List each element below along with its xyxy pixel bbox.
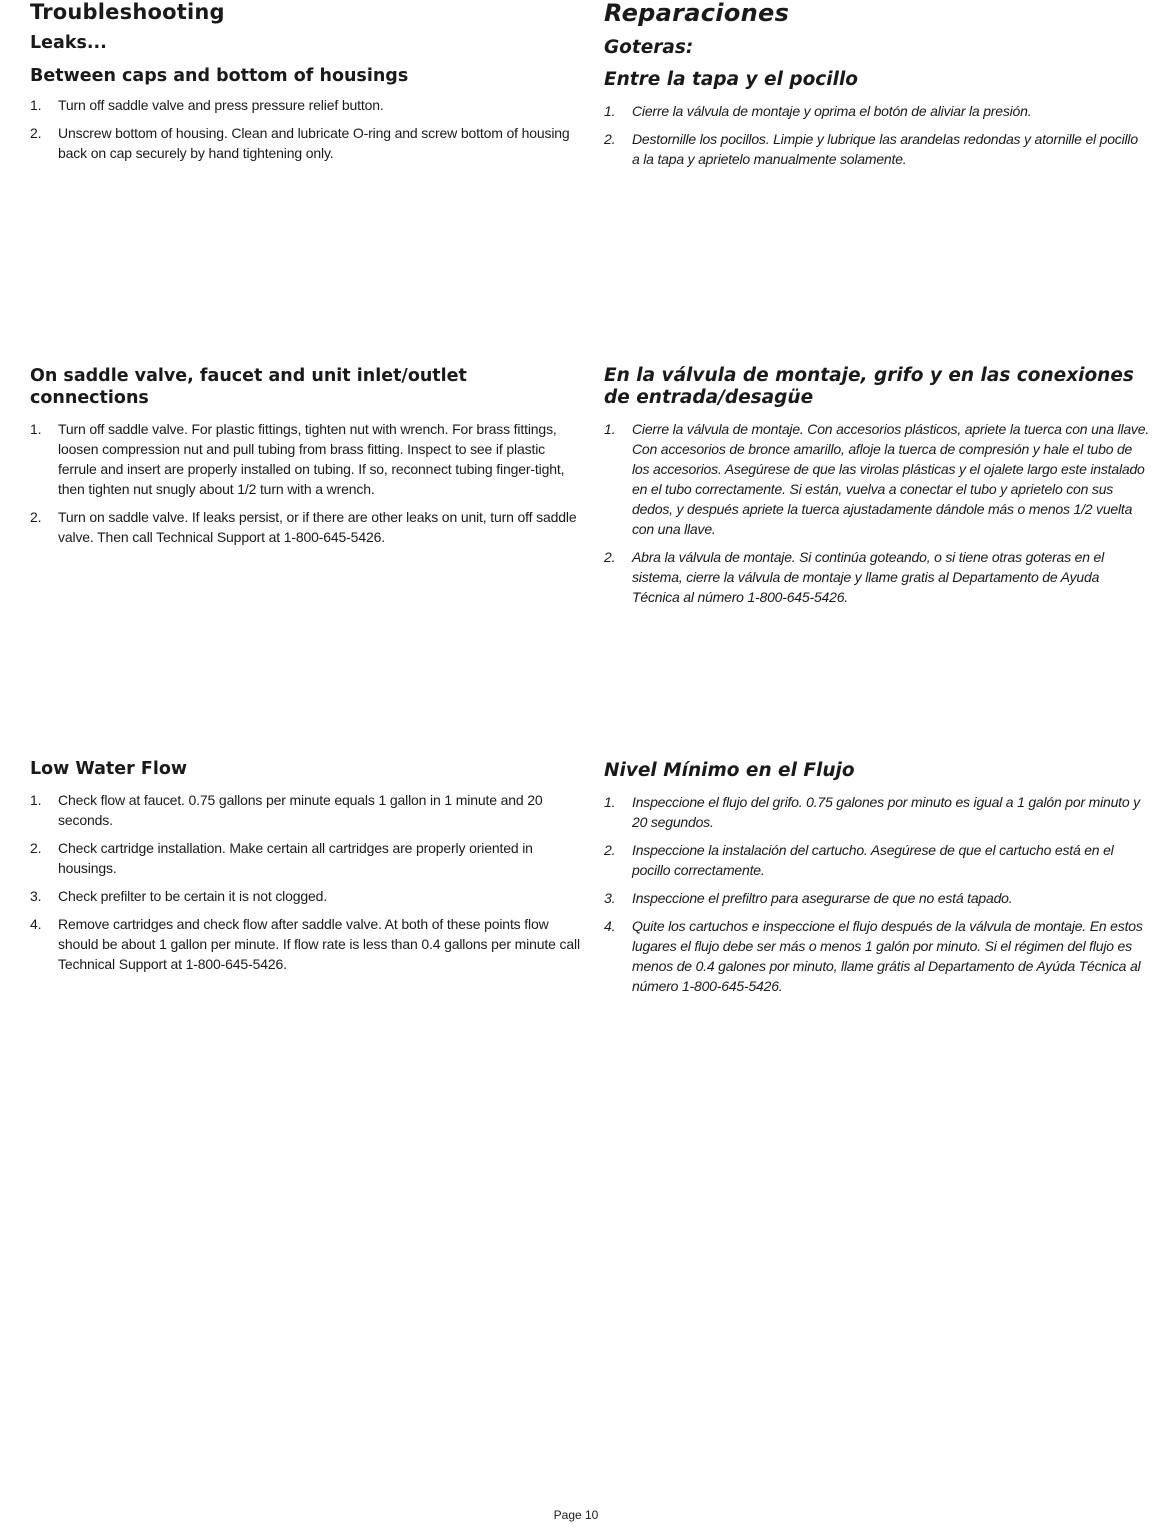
list-item: 3. Inspeccione el prefiltro para asegurarse de que no está tapado. [604,890,1013,906]
page-title-english: Troubleshooting [30,0,225,24]
list-item: 1. Check flow at faucet. 0.75 gallons per minute equals 1 gallon in 1 minute and 20 seconds. [30,792,543,828]
list-item: 1. Cierre la válvula de montaje y oprima el botón de aliviar la presión. [604,103,1032,119]
flow-heading-spanish: Nivel Mínimo en el Flujo [604,760,855,781]
list-item: 1. Cierre la válvula de montaje. Con accesorios plásticos, apriete la tuerca con una llave. Con accesorios de bronce amarillo, afloje la tuerca de compresión y hale el tubo de los accesorios. Asegúrese de que las virolas plásticas y el ojalete largo este instalado en el tubo correctamente. Si están, vuelva a conectar el tubo y aprietelo con sus dedos, y después apriete la tuerca ajustadamente dándole más o menos 1/2 vuelta con una llave. [604,421,1150,537]
leaks-heading-english: Leaks... [30,33,107,53]
list-item: 1. Turn off saddle valve and press pressure relief button. [30,97,384,113]
english-saddle-section [30,365,580,555]
list-item: 4. Quite los cartuchos e inspeccione el flujo después de la válvula de montaje. En estos lugares el flujo debe ser más o menos 1 galón por minuto. Si el régimen del flujo es menos de 0.4 galones por minuto, llame grátis al Departamento de Ayúda Técnica al número 1-800-645-5426. [604,918,1143,994]
spanish-saddle-section [604,365,1149,615]
saddle-steps-spanish [604,419,1149,607]
list-item: 2. Inspeccione la instalación del cartucho. Asegúrese de que el cartucho está en el pocillo correctamente. [604,842,1114,878]
list-item: 1. Turn off saddle valve. For plastic fittings, tighten nut with wrench. For brass fittings, loosen compression nut and pull tubing from brass fitting. Inspect to see if plastic ferrule and insert are properly installed on tubing. If so, reconnect tubing finger-tight, then tighten nut snugly about 1/2 turn with a wrench. [30,421,565,497]
spanish-caps-section [604,0,1149,177]
saddle-steps-english [30,419,580,547]
leaks-heading-spanish: Goteras: [604,37,694,58]
english-flow-section [30,758,580,982]
list-item: 4. Remove cartridges and check flow after saddle valve. At both of these points flow should be about 1 gallon per minute. If flow rate is less than 0.4 gallons per minute call Technical Support at 1-800-645-5426. [30,916,580,972]
list-item: 2. Abra la válvula de montaje. Si continúa goteando, o si tiene otras goteras en el sistema, cierre la válvula de montaje y llame gratis al Departamento de Ayuda Técnica al número 1-800-645-5426. [604,549,1104,605]
saddle-heading-spanish: En la válvula de montaje, grifo y en las conexiones de entrada/desagüe [604,365,1134,408]
list-item: 2. Unscrew bottom of housing. Clean and lubricate O-ring and screw bottom of housing back on cap securely by hand tightening only. [30,125,570,161]
flow-steps-spanish [604,792,1149,996]
flow-steps-english [30,790,580,974]
caps-steps-english [30,95,580,163]
list-item: 1. Inspeccione el flujo del grifo. 0.75 galones por minuto es igual a 1 galón por minuto y 20 segundos. [604,794,1140,830]
caps-heading-english: Between caps and bottom of housings [30,66,409,86]
list-item: 2. Turn on saddle valve. If leaks persist, or if there are other leaks on unit, turn off saddle valve. Then call Technical Support at 1-800-645-5426. [30,509,577,545]
list-item: 2. Destornille los pocillos. Limpie y lubrique las arandelas redondas y atornille el pocillo a la tapa y aprietelo manualmente solamente. [604,131,1138,167]
page-number: Page 10 [553,1508,599,1522]
caps-steps-spanish [604,101,1149,169]
page-title-spanish: Reparaciones [604,0,790,27]
caps-heading-spanish: Entre la tapa y el pocillo [604,69,859,90]
list-item: 3. Check prefilter to be certain it is not clogged. [30,888,328,904]
english-caps-section [30,0,580,171]
saddle-heading-english: On saddle valve, faucet and unit inlet/outlet connections [30,366,467,408]
flow-heading-english: Low Water Flow [30,759,188,779]
list-item: 2. Check cartridge installation. Make certain all cartridges are properly oriented in housings. [30,840,533,876]
spanish-flow-section [604,760,1149,1004]
